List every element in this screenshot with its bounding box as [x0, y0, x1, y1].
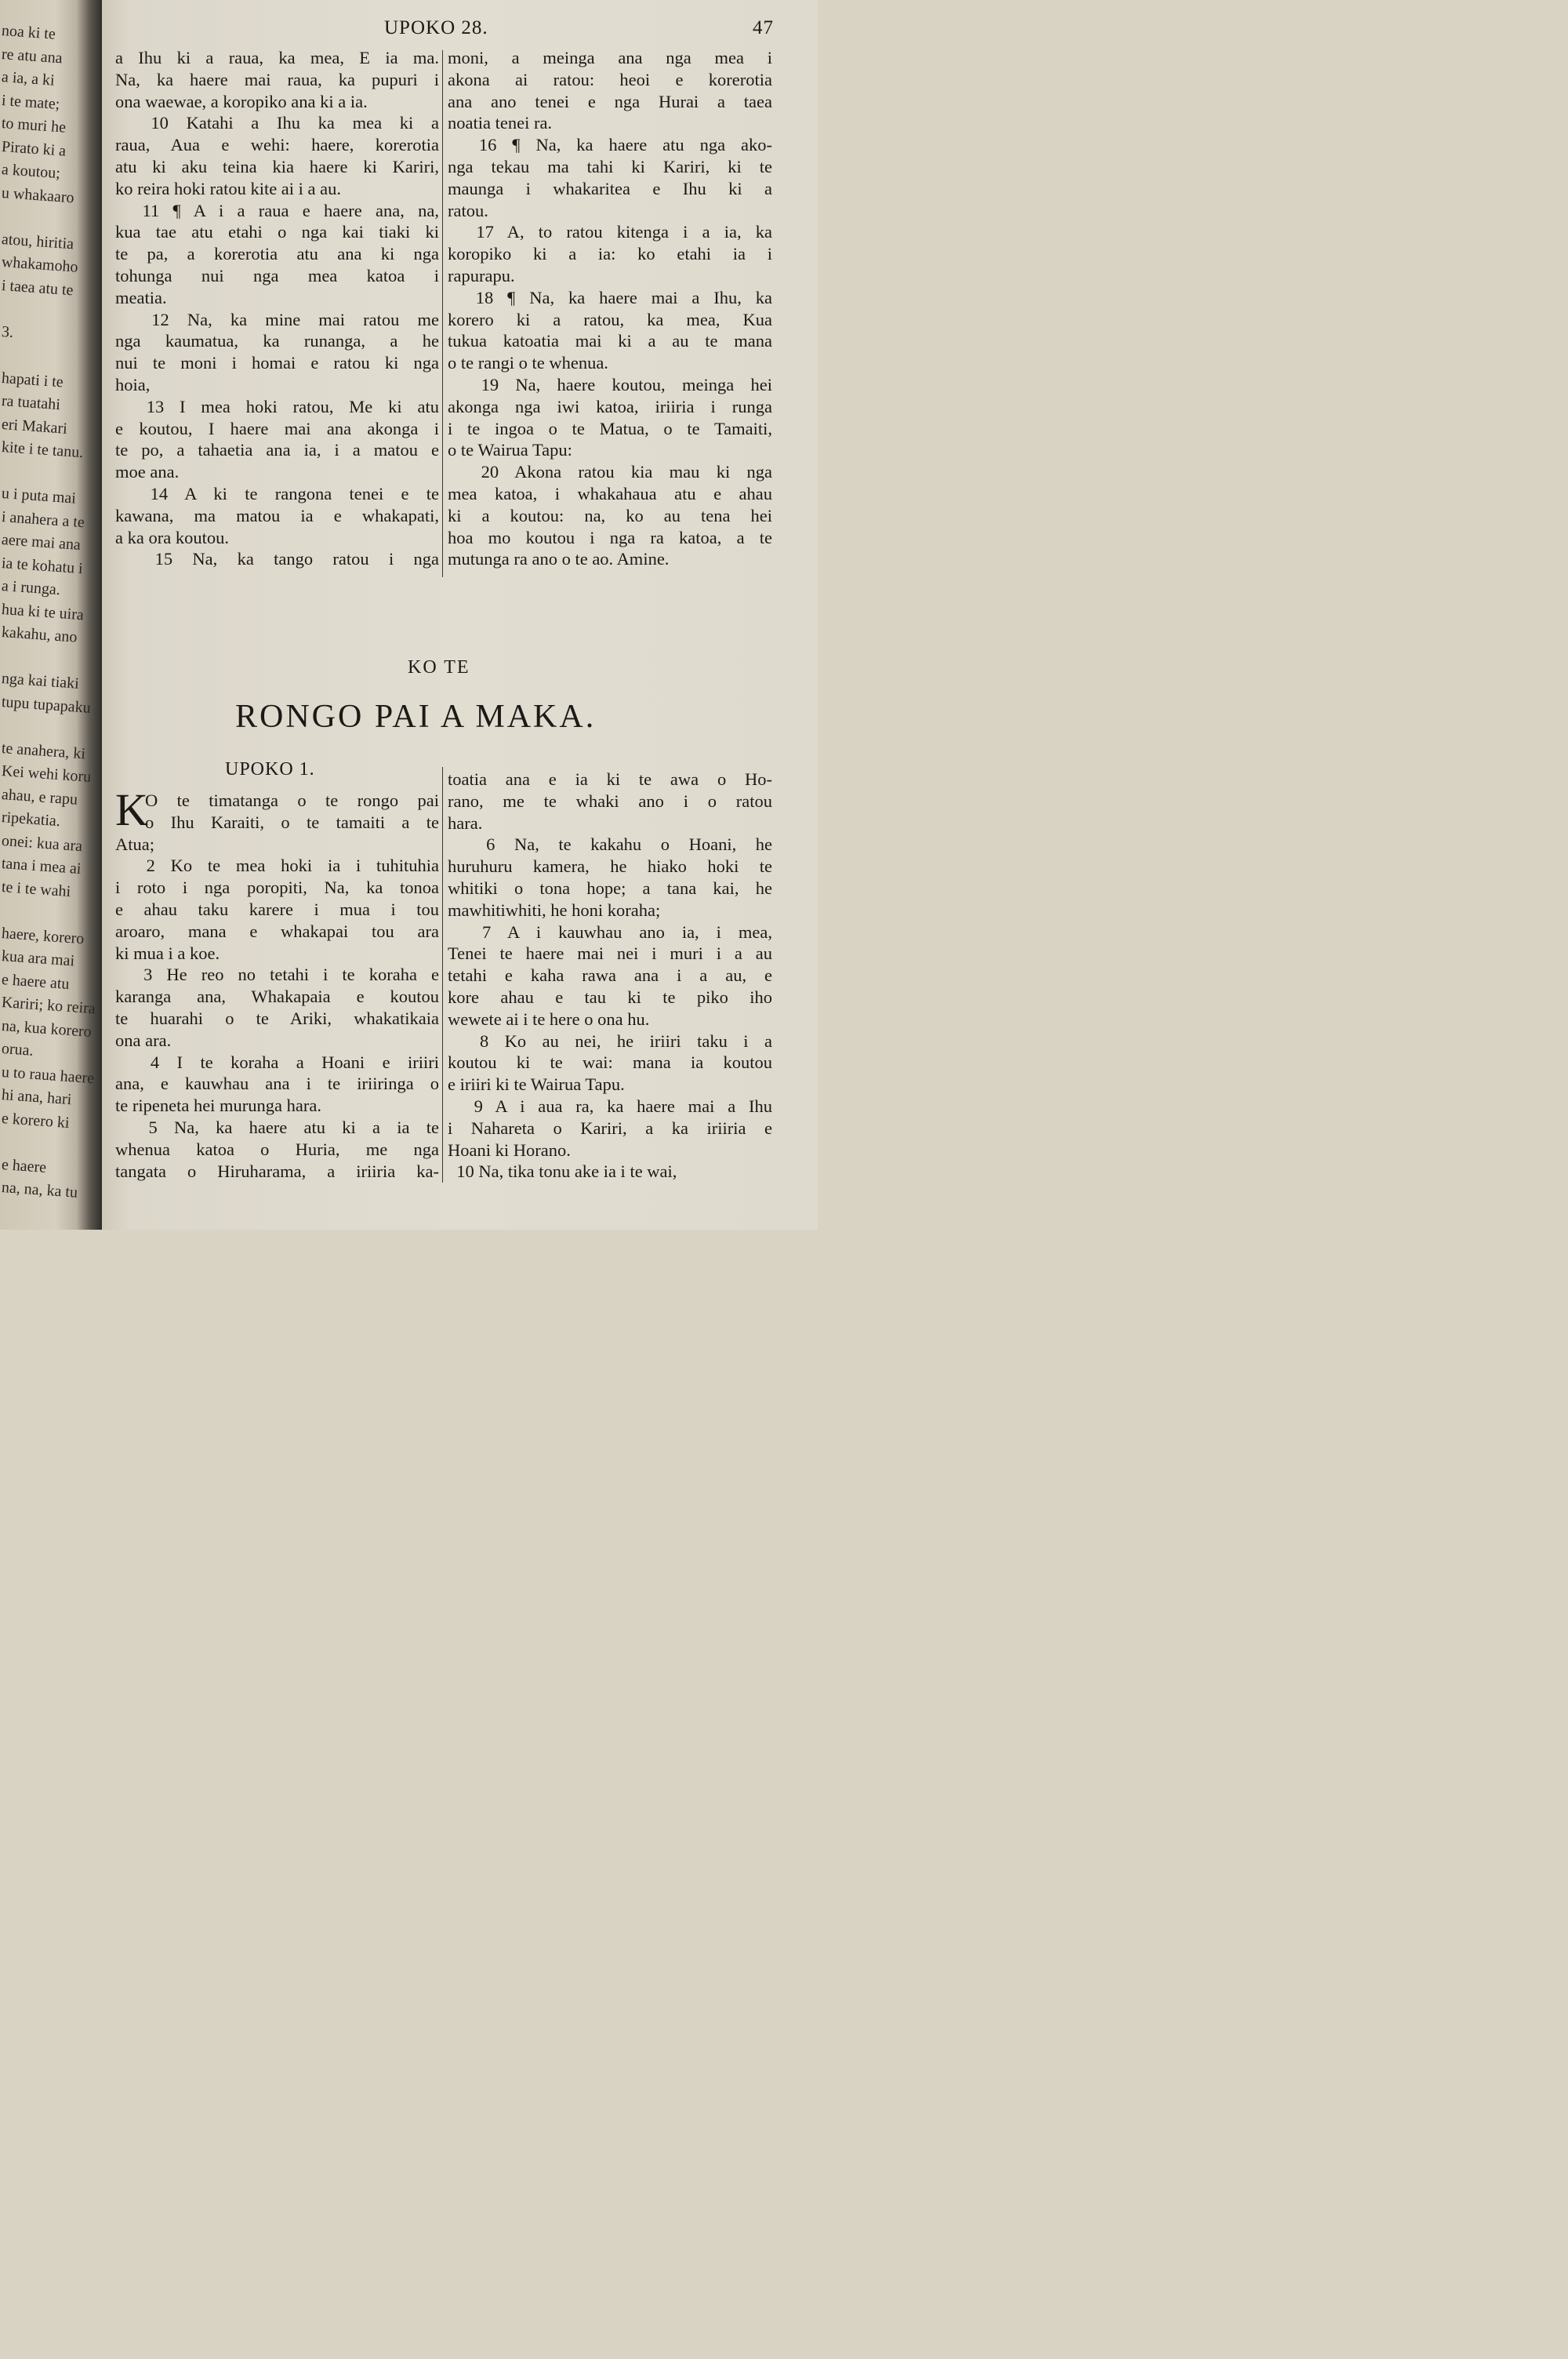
- text-line: maunga i whakaritea e Ihu ki a: [448, 178, 772, 198]
- text-line: 5 Na, ka haere atu ki a ia te: [115, 1117, 439, 1137]
- text-line: kua tae atu etahi o nga kai tiaki ki: [115, 222, 439, 242]
- text-line: noatia tenei ra.: [448, 113, 553, 133]
- text-line: 10 Katahi a Ihu ka mea ki a: [115, 113, 439, 133]
- text-line: ki a koutou: na, ko au tena hei: [448, 505, 772, 525]
- text-line: te pa, a korerotia atu ana ki nga: [115, 244, 439, 264]
- previous-page-line: hi ana, hari: [1, 1086, 72, 1109]
- previous-page-line: hapati i te: [1, 369, 64, 391]
- text-line: te po, a tahaetia ana ia, i a matou e: [115, 440, 439, 460]
- text-line: 19 Na, haere koutou, meinga hei: [448, 374, 772, 394]
- text-line: 6 Na, te kakahu o Hoani, he: [448, 834, 772, 855]
- previous-page-line: e haere atu: [1, 970, 71, 993]
- previous-page-line: ia te kohatu i: [1, 554, 84, 577]
- previous-page-line: Pirato ki a: [1, 137, 67, 160]
- text-line: meatia.: [115, 287, 167, 307]
- top-left-column: [115, 47, 439, 570]
- text-line: nga tekau ma tahi ki Kariri, ki te: [448, 156, 772, 176]
- previous-page-line: to muri he: [1, 114, 67, 136]
- top-right-column: [448, 47, 772, 570]
- text-line: 20 Akona ratou kia mau ki nga: [448, 462, 772, 482]
- text-line: nga kaumatua, ka runanga, a he: [115, 331, 439, 351]
- text-line: o te rangi o te whenua.: [448, 353, 608, 373]
- text-line: akonga nga iwi katoa, iriiria i runga: [448, 396, 772, 416]
- column-rule-bottom: [442, 767, 443, 1183]
- text-line: ona waewae, a koropiko ana ki a ia.: [115, 91, 368, 111]
- running-header: [102, 17, 818, 44]
- text-line: e koutou, I haere mai ana akonga i: [115, 418, 439, 438]
- text-line: 10 Na, tika tonu ake ia i te wai,: [448, 1161, 677, 1182]
- previous-page-line: re atu ana: [1, 45, 64, 67]
- previous-page-line: u whakaaro: [1, 184, 75, 206]
- text-line: 11 ¶ A i a raua e haere ana, na,: [115, 200, 439, 220]
- text-line: O te timatanga o te rongo pai: [145, 791, 439, 810]
- text-line: huruhuru kamera, he hiako hoki te: [448, 856, 772, 877]
- text-line: kore ahau e tau ki te piko iho: [448, 987, 772, 1007]
- text-line: 8 Ko au nei, he iriiri taku i a: [448, 1030, 772, 1051]
- text-line: raua, Aua e wehi: haere, korerotia: [115, 135, 439, 155]
- text-line: i te ingoa o te Matua, o te Tamaiti,: [448, 418, 772, 438]
- previous-page-line: nga kai tiaki: [1, 670, 80, 692]
- previous-page-fragment: [0, 0, 96, 1230]
- text-line: i Nahareta o Kariri, a ka iriiria e: [448, 1118, 772, 1138]
- text-line: mea katoa, i whakahaua atu e ahau: [448, 483, 772, 503]
- text-line: karanga ana, Whakapaia e koutou: [115, 987, 439, 1007]
- previous-page-line: haere, korero: [1, 924, 85, 947]
- text-line: ona ara.: [115, 1030, 172, 1050]
- previous-page-line: Kariri; ko reira: [1, 994, 96, 1018]
- text-line: i roto i nga poropiti, Na, ka tonoa: [115, 878, 439, 898]
- column-rule-top: [442, 50, 443, 577]
- text-line: 3 He reo no tetahi i te koraha e: [115, 965, 439, 985]
- text-line: akona ai ratou: heoi e korerotia: [448, 69, 772, 89]
- bottom-right-column: [448, 769, 772, 1183]
- text-line: aroaro, mana e whakapai tou ara: [115, 921, 439, 941]
- text-line: te huarahi o te Ariki, whakatikaia: [115, 1008, 439, 1028]
- previous-page-line: tupu tupapaku: [1, 692, 92, 717]
- page-number: 47: [753, 17, 774, 38]
- text-line: 4 I te koraha a Hoani e iriiri: [115, 1052, 439, 1072]
- text-line: hoa mo koutou i nga ra katoa, a te: [448, 527, 772, 547]
- drop-cap: K: [115, 784, 148, 835]
- text-line: 12 Na, ka mine mai ratou me: [115, 309, 439, 329]
- previous-page-line: orua.: [1, 1040, 34, 1060]
- previous-page-line: e korero ki: [1, 1109, 71, 1132]
- previous-page-line: i anahera a te: [1, 507, 85, 531]
- text-line: 9 A i aua ra, ka haere mai a Ihu: [448, 1096, 772, 1116]
- previous-page-line: noa ki te: [1, 22, 56, 43]
- text-line: Atua;: [115, 834, 154, 854]
- previous-page-line: Kei wehi koru: [1, 762, 92, 786]
- previous-page-line: kua ara mai: [1, 947, 75, 970]
- text-line: tetahi e kaha rawa ana i a au, e: [448, 965, 772, 986]
- previous-page-line: onei: kua ara: [1, 831, 83, 855]
- text-line: tangata o Hiruharama, a iriiria ka-: [115, 1161, 439, 1181]
- previous-page-line: [2, 207, 88, 213]
- previous-page-line: tana i mea ai: [1, 855, 82, 878]
- previous-page-line: ahau, e rapu: [1, 785, 78, 809]
- book-page: [102, 0, 818, 1230]
- text-line: koutou ki te wai: mana ia koutou: [448, 1052, 772, 1073]
- previous-page-line: aere mai ana: [1, 531, 82, 554]
- previous-page-line: [2, 300, 88, 306]
- text-line: whenua katoa o Huria, me nga: [115, 1139, 439, 1159]
- previous-page-line: u to raua haere: [1, 1063, 95, 1087]
- text-line: Tenei te haere mai nei i muri i a au: [448, 943, 772, 964]
- text-line: wewete ai i te here o ona hu.: [448, 1009, 650, 1029]
- text-line: rano, me te whaki ano i o ratou: [448, 791, 772, 811]
- previous-page-line: i taea atu te: [1, 276, 74, 299]
- previous-page-line: e haere: [1, 1155, 47, 1176]
- text-line: 18 ¶ Na, ka haere mai a Ihu, ka: [448, 287, 772, 307]
- text-line: kawana, ma matou ia e whakapati,: [115, 505, 439, 525]
- text-line: tohunga nui nga mea katoa i: [115, 265, 439, 285]
- text-line: korero ki a ratou, ka mea, Kua: [448, 309, 772, 329]
- text-line: Hoani ki Horano.: [448, 1140, 571, 1160]
- previous-page-line: hua ki te uira: [1, 600, 85, 623]
- section-pre-title: KO TE: [408, 657, 470, 678]
- previous-page-line: te anahera, ki: [1, 739, 86, 762]
- text-line: hoia,: [115, 374, 151, 394]
- text-line: a Ihu ki a raua, ka mea, E ia ma.: [115, 48, 439, 67]
- text-line: 2 Ko te mea hoki ia i tuhituhia: [115, 856, 439, 876]
- text-line: 14 A ki te rangona tenei e te: [115, 483, 439, 503]
- text-line: 15 Na, ka tango ratou i nga: [115, 549, 439, 569]
- text-line: 16 ¶ Na, ka haere atu nga ako-: [448, 135, 772, 155]
- text-line: moni, a meinga ana nga mea i: [448, 48, 772, 67]
- text-line: atu ki aku teina kia haere ki Kariri,: [115, 156, 439, 176]
- previous-page-line: a koutou;: [1, 161, 61, 183]
- text-line: whitiki o tona hope; a tana kai, he: [448, 878, 772, 898]
- text-line: rapurapu.: [448, 265, 515, 285]
- text-line: koropiko ki a ia: ko etahi ia i: [448, 244, 772, 264]
- text-line: 17 A, to ratou kitenga i a ia, ka: [448, 222, 772, 242]
- running-header-title: UPOKO 28.: [384, 17, 488, 38]
- text-line: a ka ora koutou.: [115, 527, 229, 547]
- previous-page-line: [2, 462, 88, 468]
- previous-page-line: [2, 647, 88, 653]
- chapter-heading: UPOKO 1.: [225, 759, 315, 780]
- previous-page-line: te i te wahi: [1, 878, 71, 900]
- bottom-left-column: [115, 790, 439, 1182]
- previous-page-line: atou, hiritia: [1, 230, 74, 253]
- previous-page-line: [2, 1132, 88, 1139]
- text-line: ko reira hoki ratou kite ai i a au.: [115, 178, 342, 198]
- text-line: ratou.: [448, 200, 488, 220]
- text-line: mutunga ra ano o te ao. Amine.: [448, 549, 670, 569]
- previous-page-line: na, kua korero: [1, 1016, 93, 1041]
- text-line: Na, ka haere mai raua, ka pupuri i: [115, 69, 439, 89]
- previous-page-line: u i puta mai: [1, 485, 77, 507]
- previous-page-line: kakahu, ano: [1, 623, 78, 646]
- text-line: hara.: [448, 812, 483, 833]
- previous-page-line: ripekatia.: [1, 809, 61, 831]
- text-line: e ahau taku karere i mua i tou: [115, 899, 439, 919]
- text-line: 7 A i kauwhau ano ia, i mea,: [448, 921, 772, 942]
- text-line: o te Wairua Tapu:: [448, 440, 572, 460]
- previous-page-line: [2, 346, 88, 352]
- previous-page-line: na, na, ka tu: [1, 1179, 78, 1201]
- previous-page-line: kite i te tanu.: [1, 438, 84, 462]
- previous-page-line: [2, 716, 88, 722]
- text-line: 13 I mea hoki ratou, Me ki atu: [115, 396, 439, 416]
- previous-page-line: whakamoho: [1, 253, 79, 276]
- previous-page-line: ra tuatahi: [1, 392, 61, 414]
- text-line: te ripeneta hei murunga hara.: [115, 1096, 322, 1116]
- text-line: moe ana.: [115, 462, 180, 482]
- text-line: mawhitiwhiti, he honi koraha;: [448, 900, 661, 920]
- text-line: toatia ana e ia ki te awa o Ho-: [448, 769, 772, 789]
- book-title: RONGO PAI A MAKA.: [235, 699, 597, 735]
- text-line: ana, e kauwhau ana i te iriiringa o: [115, 1074, 439, 1094]
- previous-page-line: i te mate;: [1, 91, 61, 113]
- text-line: ki mua i a koe.: [115, 943, 220, 963]
- previous-page-line: [2, 901, 88, 907]
- text-line: nui te moni i homai e ratou ki nga: [115, 353, 439, 373]
- previous-page-line: a i runga.: [1, 577, 61, 599]
- text-line: tukua katoatia mai ki a au te mana: [448, 331, 772, 351]
- text-line: o Ihu Karaiti, o te tamaiti a te: [145, 812, 439, 832]
- previous-page-line: 3.: [1, 322, 14, 341]
- previous-page-line: eri Makari: [1, 415, 68, 438]
- text-line: e iriiri ki te Wairua Tapu.: [448, 1074, 625, 1095]
- previous-page-line: a ia, a ki: [1, 68, 56, 89]
- text-line: ana ano tenei e nga Hurai a taea: [448, 91, 772, 111]
